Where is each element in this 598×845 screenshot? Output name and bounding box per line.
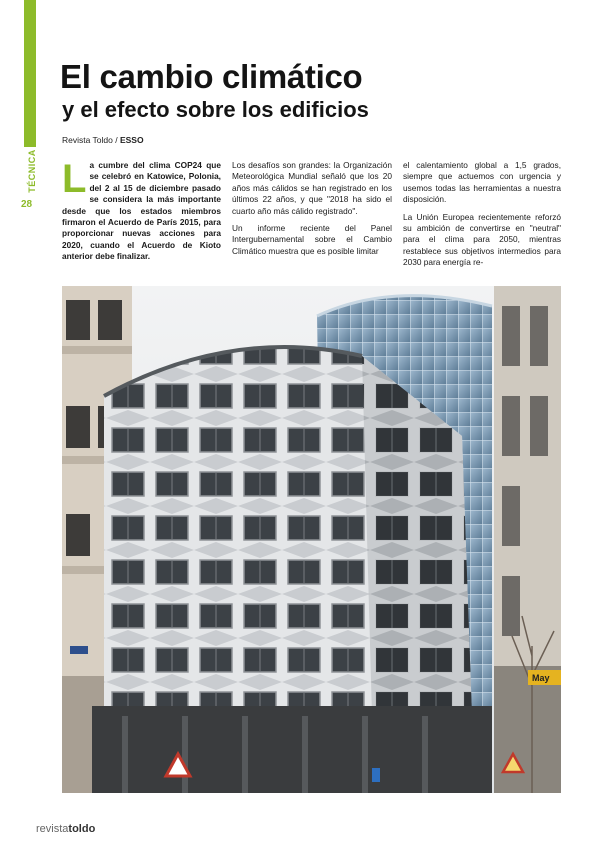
page-number: 28 (21, 199, 33, 210)
building-photo (62, 286, 561, 793)
article-subtitle: y el efecto sobre los edificios (62, 97, 369, 122)
paragraph: La Unión Europea recientemente reforzó su ambición de convertirse en "neutral" para el clima para 2050, mientras restablece sus objetivos intermedios para 2030 para energía re- (403, 211, 561, 268)
footer-logo: revistatoldo (36, 823, 96, 835)
drop-cap: L (62, 157, 87, 201)
building-illustration (62, 286, 561, 793)
parking-sign (372, 768, 380, 782)
byline-author: ESSO (119, 135, 144, 145)
lead-paragraph: a cumbre del clima COP24 que se celebró en Katowice, Polonia, del 2 al 15 de diciembre pasado se considera la más importante desde que los estados miembros firmaron el Acuerdo de París 2015, para proporcionar nuevas acciones para 2020, cuando el Acuerdo de Kioto anterior debe finalizar. (62, 160, 221, 262)
paragraph: Un informe reciente del Panel Intergubernamental sobre el Cambio Climático muestra que es posible limitar (232, 223, 392, 256)
section-color-bar (24, 0, 36, 147)
article-column-3 (403, 160, 561, 275)
byline-prefix: Revista Toldo / (62, 135, 120, 145)
article-column-1 (62, 157, 221, 263)
paragraph: el calentamiento global a 1,5 grados, siempre que actuemos con urgencia y usemos todas las herramientas a nuestra disposición. (403, 160, 561, 205)
article-title: El cambio climático (60, 58, 363, 95)
section-label: TÉCNICA (26, 149, 37, 193)
street-sign-label: May (532, 673, 550, 683)
paragraph: Los desafíos son grandes: la Organización Meteorológica Mundial señaló que los 20 años más cálidos se han registrado en los últimos 22 años, y que "2018 ha sido el cuarto año más cálido registrado". (232, 160, 392, 216)
byline (62, 135, 144, 145)
article-column-2 (232, 160, 392, 263)
blue-sign (70, 646, 88, 654)
